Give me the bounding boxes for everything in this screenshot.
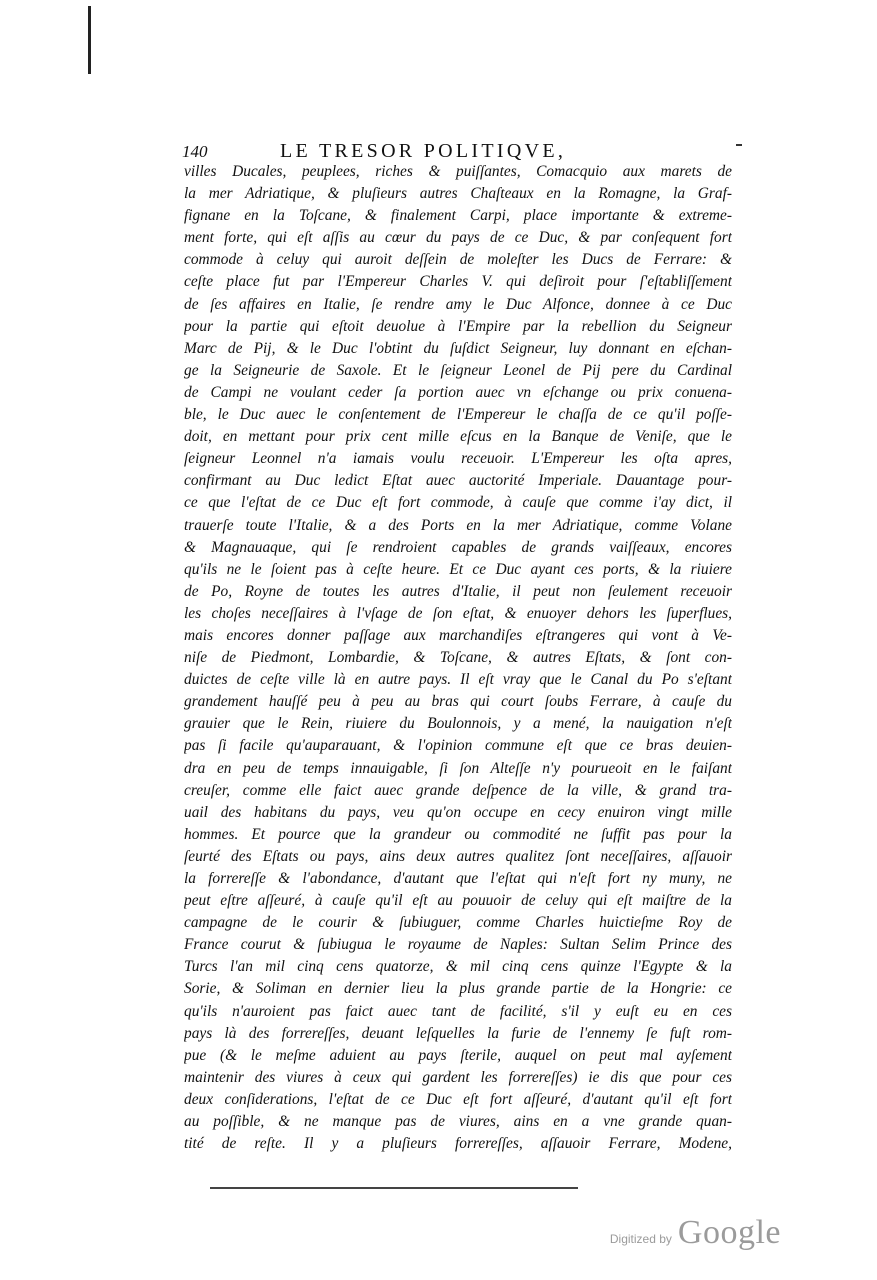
text-line: de Campi ne voulant ceder ſa portion auec vn eſchange ou prix conuena-: [184, 383, 732, 401]
scan-edge-mark-foot: [88, 72, 91, 74]
scan-edge-mark: [88, 6, 91, 74]
text-line: la forrereſſe & l'abondance, d'autant que l'eſtat qui n'eſt fort ny muny, ne: [184, 870, 732, 887]
text-line: ble, le Duc auec le conſentement de l'Empereur le chaſſa de ce qu'il poſſe-: [184, 406, 732, 424]
running-title: LE TRESOR POLITIQVE,: [280, 140, 567, 162]
text-line: Turcs l'an mil cinq cens quatorze, & mil cinq cens quinze l'Egypte & la: [184, 958, 732, 976]
text-line: pue (& le meſme aduient au pays ſterile, auquel on peut mal ayſement: [184, 1046, 732, 1064]
text-line: hommes. Et pource que la grandeur ou commodité ne ſuffit pas pour la: [184, 825, 732, 843]
text-line: villes Ducales, peuplees, riches & puiſſantes, Comacquio aux marets de: [184, 163, 732, 180]
text-line: pas ſi facile qu'auparauant, & l'opinion commune eſt que ce bras deuien-: [184, 737, 732, 755]
text-line: trauerſe toute l'Italie, & a des Ports en la mer Adriatique, comme Volane: [184, 516, 732, 534]
text-line: doit, en mettant pour prix cent mille eſcus en la Banque de Veniſe, que le: [184, 428, 732, 446]
text-line: mais encores donner paſſage aux marchandiſes eſtrangeres qui vont à Ve-: [184, 626, 732, 644]
text-line: France courut & ſubiugua le royaume de Naples: Sultan Selim Prince des: [184, 936, 732, 954]
text-line: grauier que le Rein, riuiere du Boulonnois, y a mené, la nauigation n'eſt: [184, 715, 732, 733]
text-line: maintenir des viures à ceux qui gardent les forrereſſes) ie dis que pour ces: [184, 1068, 732, 1086]
text-line: deux conſiderations, l'eſtat de ce Duc eſt fort aſſeuré, d'autant qu'il eſt fort: [184, 1090, 732, 1108]
text-line: de Po, Royne de toutes les autres d'Italie, il peut non ſeulement receuoir: [184, 582, 732, 600]
text-line: tité de reſte. Il y a pluſieurs forrereſſes, aſſauoir Ferrare, Modene,: [184, 1135, 732, 1153]
text-line: peut eſtre aſſeuré, à cauſe qu'il eſt au pouuoir de celuy qui eſt maiſtre de la: [184, 892, 732, 910]
text-line: de ſes affaires en Italie, ſe rendre amy le Duc Alfonce, donnee à ce Duc: [184, 295, 732, 313]
text-line: pays là des forrereſſes, deuant leſquelles la furie de l'ennemy ſe fuſt rom-: [184, 1024, 732, 1042]
text-line: creuſer, comme elle faict auec grande deſpence de la ville, & grand tra-: [184, 781, 732, 799]
text-line: ſeigneur Leonnel n'a iamais voulu receuoir. L'Empereur les oſta apres,: [184, 450, 732, 468]
text-line: dra en peu de temps innauigable, ſi ſon Alteſſe n'y pourueoit en le faiſant: [184, 759, 732, 777]
text-line: ſeurté des Eſtats ou pays, ains deux autres qualitez ſont neceſſaires, aſſauoir: [184, 847, 732, 865]
digitized-by-google-watermark: [610, 1214, 781, 1254]
text-line: grandement hauſſé peu à peu au bras qui court ſoubs Ferrare, à cauſe du: [184, 693, 732, 711]
text-line: niſe de Piedmont, Lombardie, & Toſcane, & autres Eſtats, & ſont con-: [184, 649, 732, 667]
text-line: ce que l'eſtat de ce Duc eſt fort commode, à cauſe que comme i'ay dict, il: [184, 494, 732, 512]
google-logo: Google: [677, 1214, 781, 1251]
page-header: [182, 140, 742, 162]
text-line: ceſte place fut par l'Empereur Charles V. qui deſiroit pour ſ'eſtabliſſement: [184, 273, 732, 291]
text-line: qu'ils n'auroient pas faict auec tant de facilité, s'il y euſt eu en ces: [184, 1002, 732, 1020]
text-line: uail des habitans du pays, veu qu'on occupe en cecy enuiron vingt mille: [184, 803, 732, 821]
text-line: Sorie, & Soliman en dernier lieu la plus grande partie de la Hongrie: ce: [184, 980, 732, 998]
text-line: les choſes neceſſaires à l'vſage de ſon eſtat, & enuoyer dehors les ſuperflues,: [184, 604, 732, 622]
text-line: au poſſible, & ne manque pas de viures, ains en a vne grande quan-: [184, 1113, 732, 1131]
text-line: fignane en la Toſcane, & finalement Carpi, place importante & extreme-: [184, 207, 732, 225]
watermark-prefix: Digitized by: [609, 1232, 672, 1246]
text-line: pour la partie qui eſtoit deuolue à l'Empire par la rebellion du Seigneur: [184, 317, 732, 335]
text-line: ge la Seigneurie de Saxole. Et le ſeigneur Leonel de Pij pere du Cardinal: [184, 361, 732, 379]
text-line: la mer Adriatique, & pluſieurs autres Chaſteaux en la Romagne, la Graf-: [184, 185, 732, 203]
bottom-rule: [210, 1187, 578, 1189]
text-line: campagne de le courir & ſubiuguer, comme Charles huictieſme Roy de: [184, 914, 732, 932]
text-line: Marc de Pij, & le Duc l'obtint du ſuſdict Seigneur, luy donnant en eſchan-: [184, 339, 732, 357]
text-line: qu'ils ne le ſoient pas à ceſte heure. Et ce Duc ayant ces ports, & la riuiere: [184, 560, 732, 578]
header-mark: [736, 144, 742, 146]
text-line: & Magnauaque, qui ſe rendroient capables de grands vaiſſeaux, encores: [184, 538, 732, 556]
body-text: [184, 161, 732, 1155]
text-line: confirmant au Duc ledict Eſtat auec auctorité Imperiale. Dauantage pour-: [184, 472, 732, 490]
page-number: 140: [182, 142, 208, 161]
text-line: ment forte, qui eſt aſſis au cœur du pays de ce Duc, & par conſequent fort: [184, 229, 732, 247]
text-line: commode à celuy qui auroit deſſein de moleſter les Ducs de Ferrare: &: [184, 251, 732, 269]
text-line: duictes de ceſte ville là en autre pays. Il eſt vray que le Canal du Po s'eſtant: [184, 671, 732, 689]
